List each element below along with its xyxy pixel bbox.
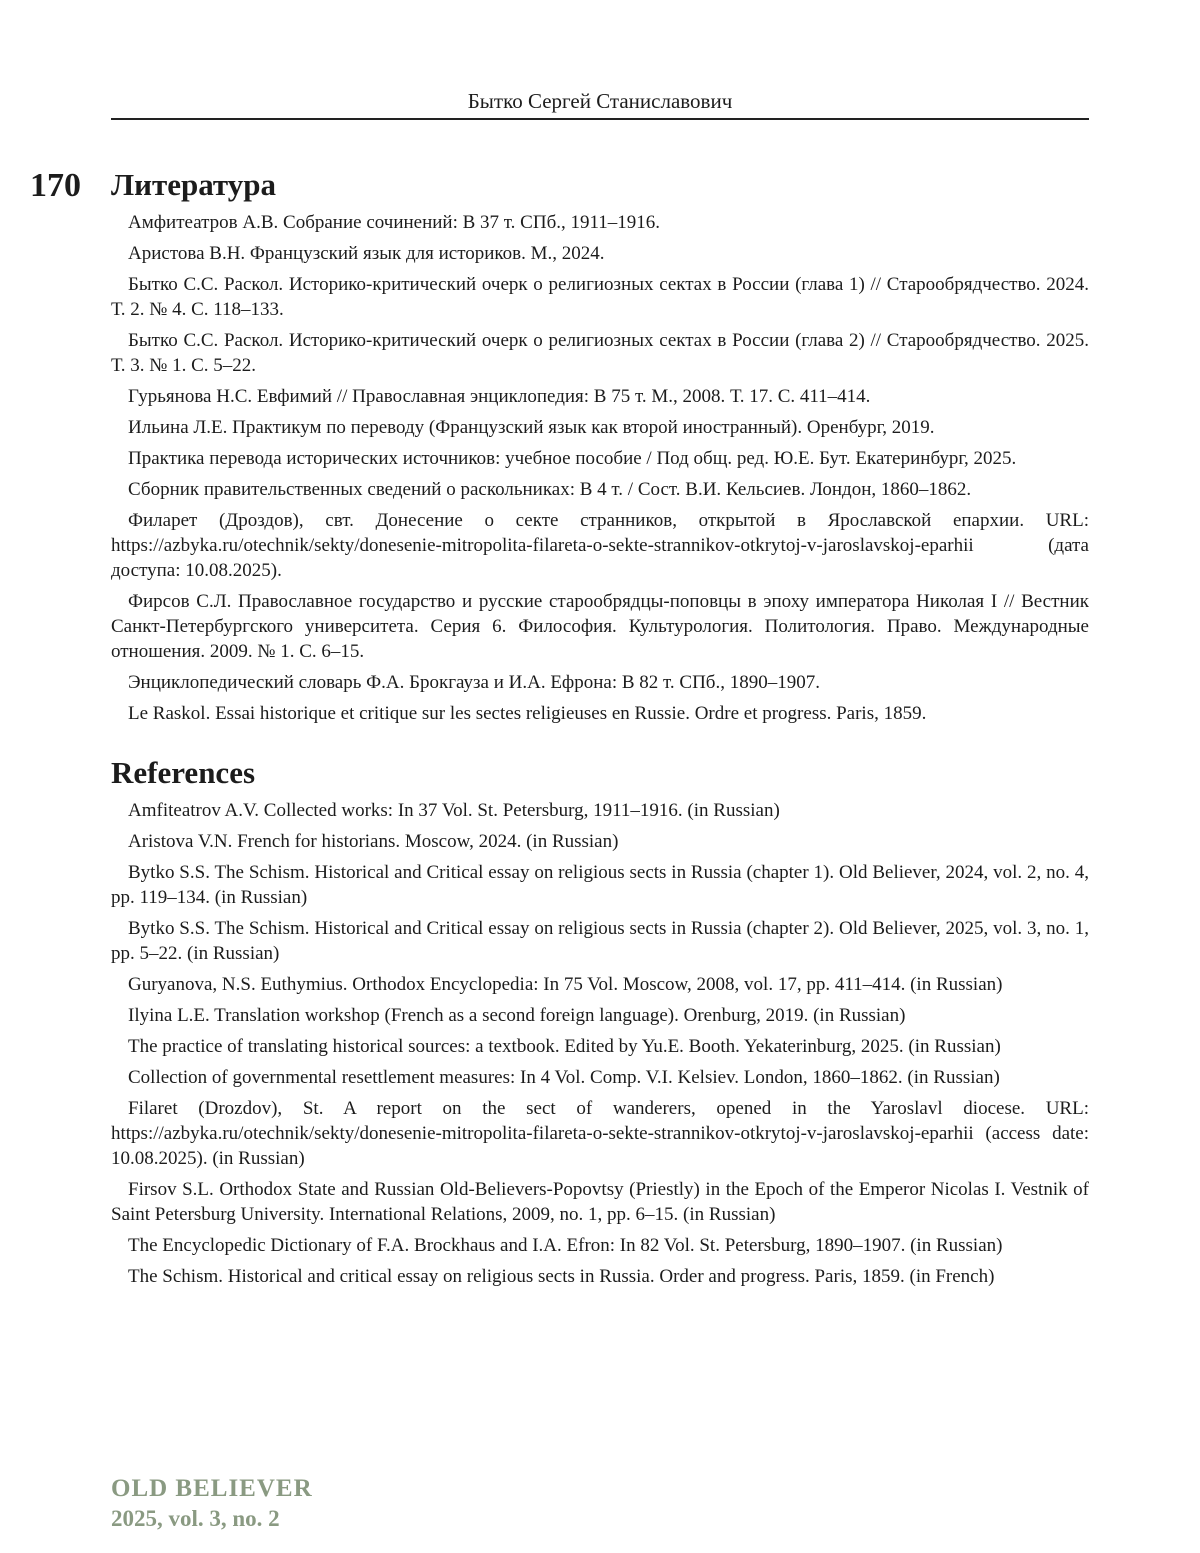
- reference-item: Bytko S.S. The Schism. Historical and Critical essay on religious sects in Russia (chapter 2). Old Believer, 2025, vol. 3, no. 1, pp. 5–22. (in Russian): [111, 916, 1089, 966]
- journal-issue: 2025, vol. 3, no. 2: [111, 1504, 313, 1534]
- page-content: [111, 166, 1089, 1295]
- literature-item: Филарет (Дроздов), свт. Донесение о секте странников, открытой в Ярославской епархии. URL: https://azbyka.ru/otechnik/sekty/donesenie-mitropolita-filareta-o-sekte-strannikov-otkrytoj-v-jaroslavskoj-eparhii (дата доступа: 10.08.2025).: [111, 508, 1089, 583]
- references-section: [111, 754, 1089, 1289]
- literature-item: Гурьянова Н.С. Евфимий // Православная энциклопедия: В 75 т. М., 2008. Т. 17. С. 411–414.: [111, 384, 1089, 409]
- reference-item: Filaret (Drozdov), St. A report on the sect of wanderers, opened in the Yaroslavl diocese. URL: https://azbyka.ru/otechnik/sekty/donesenie-mitropolita-filareta-o-sekte-strannikov-otkrytoj-v-jaroslavskoj-eparhii (access date: 10.08.2025). (in Russian): [111, 1096, 1089, 1171]
- reference-item: The Schism. Historical and critical essay on religious sects in Russia. Order and progress. Paris, 1859. (in French): [111, 1264, 1089, 1289]
- literature-item: Амфитеатров А.В. Собрание сочинений: В 37 т. СПб., 1911–1916.: [111, 210, 1089, 235]
- journal-footer: [111, 1474, 313, 1534]
- reference-item: The practice of translating historical sources: a textbook. Edited by Yu.E. Booth. Yekaterinburg, 2025. (in Russian): [111, 1034, 1089, 1059]
- page-number: 170: [30, 166, 81, 206]
- literature-item: Энциклопедический словарь Ф.А. Брокгауза и И.А. Ефрона: В 82 т. СПб., 1890–1907.: [111, 670, 1089, 695]
- header-rule: [111, 118, 1089, 120]
- literature-section: [111, 166, 1089, 726]
- running-header: Бытко Сергей Станиславович: [111, 88, 1089, 114]
- literature-item: Ильина Л.Е. Практикум по переводу (Французский язык как второй иностранный). Оренбург, 2019.: [111, 415, 1089, 440]
- reference-item: Amfiteatrov A.V. Collected works: In 37 Vol. St. Petersburg, 1911–1916. (in Russian): [111, 798, 1089, 823]
- reference-item: Aristova V.N. French for historians. Moscow, 2024. (in Russian): [111, 829, 1089, 854]
- literature-item: Бытко С.С. Раскол. Историко-критический очерк о религиозных сектах в России (глава 2) // Старообрядчество. 2025. Т. 3. № 1. С. 5–22.: [111, 328, 1089, 378]
- literature-item: Сборник правительственных сведений о раскольниках: В 4 т. / Сост. В.И. Кельсиев. Лондон, 1860–1862.: [111, 477, 1089, 502]
- reference-item: The Encyclopedic Dictionary of F.A. Brockhaus and I.A. Efron: In 82 Vol. St. Petersburg, 1890–1907. (in Russian): [111, 1233, 1089, 1258]
- reference-item: Firsov S.L. Orthodox State and Russian Old-Believers-Popovtsy (Priestly) in the Epoch of the Emperor Nicolas I. Vestnik of Saint Petersburg University. International Relations, 2009, no. 1, pp. 6–15. (in Russian): [111, 1177, 1089, 1227]
- references-list: [111, 798, 1089, 1289]
- literature-heading: Литература: [111, 166, 1089, 204]
- literature-list: [111, 210, 1089, 726]
- reference-item: Bytko S.S. The Schism. Historical and Critical essay on religious sects in Russia (chapter 1). Old Believer, 2024, vol. 2, no. 4, pp. 119–134. (in Russian): [111, 860, 1089, 910]
- literature-item: Практика перевода исторических источников: учебное пособие / Под общ. ред. Ю.Е. Бут. Екатеринбург, 2025.: [111, 446, 1089, 471]
- reference-item: Ilyina L.E. Translation workshop (French as a second foreign language). Orenburg, 2019. (in Russian): [111, 1003, 1089, 1028]
- reference-item: Guryanova, N.S. Euthymius. Orthodox Encyclopedia: In 75 Vol. Moscow, 2008, vol. 17, pp. 411–414. (in Russian): [111, 972, 1089, 997]
- literature-item: Фирсов С.Л. Православное государство и русские старообрядцы-поповцы в эпоху императора Николая I // Вестник Санкт-Петербургского университета. Серия 6. Философия. Культурология. Политология. Право. Международные отношения. 2009. № 1. С. 6–15.: [111, 589, 1089, 664]
- literature-item: Аристова В.Н. Французский язык для историков. М., 2024.: [111, 241, 1089, 266]
- journal-name: OLD BELIEVER: [111, 1474, 313, 1504]
- reference-item: Collection of governmental resettlement measures: In 4 Vol. Comp. V.I. Kelsiev. London, 1860–1862. (in Russian): [111, 1065, 1089, 1090]
- literature-item: Le Raskol. Essai historique et critique sur les sectes religieuses en Russie. Ordre et progress. Paris, 1859.: [111, 701, 1089, 726]
- literature-item: Бытко С.С. Раскол. Историко-критический очерк о религиозных сектах в России (глава 1) // Старообрядчество. 2024. Т. 2. № 4. С. 118–133.: [111, 272, 1089, 322]
- references-heading: References: [111, 754, 1089, 792]
